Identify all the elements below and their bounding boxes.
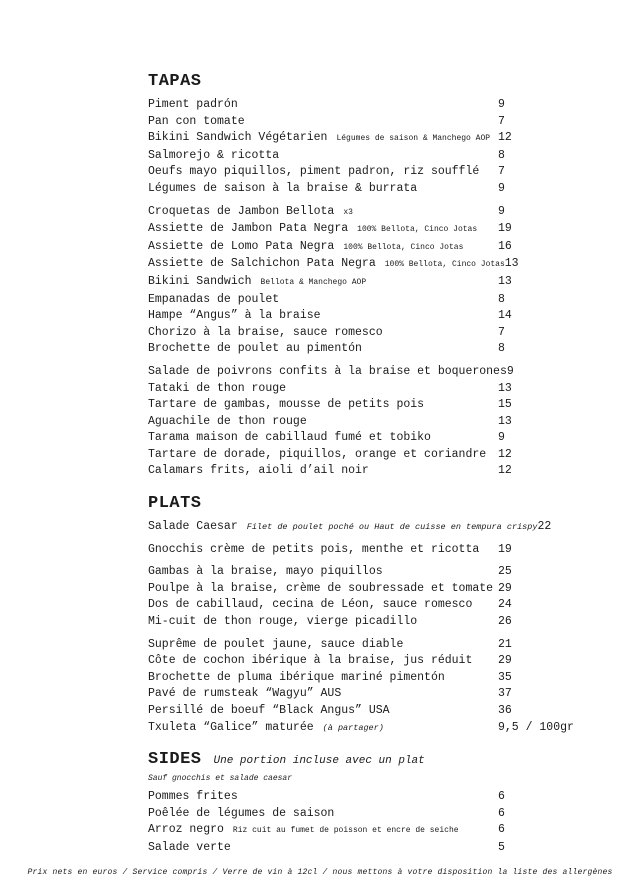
menu-item-row bbox=[148, 686, 568, 703]
item-price: 26 bbox=[498, 615, 512, 629]
item-name: Légumes de saison à la braise & burrata bbox=[148, 181, 418, 195]
item-left bbox=[148, 256, 505, 274]
item-name: Salade Caesar bbox=[148, 520, 238, 534]
section-sub-note: Sauf gnocchis et salade caesar bbox=[148, 774, 293, 784]
item-price: 29 bbox=[498, 581, 512, 595]
item-price: 24 bbox=[498, 598, 512, 612]
item-price: 9,5 / 100gr bbox=[498, 720, 574, 734]
menu-item-row bbox=[148, 463, 568, 480]
item-price: 25 bbox=[498, 565, 512, 579]
menu-item-row bbox=[148, 447, 568, 464]
section-title: SIDES bbox=[148, 750, 202, 770]
item-left bbox=[148, 221, 498, 239]
menu-item-row bbox=[148, 519, 568, 536]
item-price: 6 bbox=[498, 806, 505, 820]
menu-item-row bbox=[148, 840, 568, 857]
item-price: 19 bbox=[498, 542, 512, 556]
item-price: 9 bbox=[498, 181, 505, 195]
item-price: 29 bbox=[498, 654, 512, 668]
item-name: Tarama maison de cabillaud fumé et tobiko bbox=[148, 431, 431, 445]
item-left bbox=[148, 292, 498, 309]
item-name: Assiette de Lomo Pata Negra bbox=[148, 239, 335, 253]
item-left bbox=[148, 686, 498, 703]
menu-group bbox=[148, 637, 574, 737]
menu-group bbox=[148, 564, 568, 630]
item-price: 6 bbox=[498, 823, 505, 837]
item-price: 13 bbox=[498, 381, 512, 395]
section-header bbox=[148, 750, 568, 769]
item-name: Calamars frits, aioli d’ail noir bbox=[148, 464, 369, 478]
item-left bbox=[148, 806, 498, 823]
item-left bbox=[148, 653, 498, 670]
item-left bbox=[148, 97, 498, 114]
item-note: Légumes de saison & Manchego AOP bbox=[336, 134, 491, 144]
item-name: Txuleta “Galice” maturée bbox=[148, 720, 314, 734]
section-title-note: Une portion incluse avec un plat bbox=[213, 755, 425, 768]
item-left bbox=[148, 637, 498, 654]
item-price: 9 bbox=[498, 98, 505, 111]
item-left bbox=[148, 341, 498, 358]
menu-item-row bbox=[148, 148, 568, 165]
menu-item-row bbox=[148, 670, 568, 687]
item-price: 37 bbox=[498, 687, 512, 701]
item-note: x3 bbox=[343, 207, 353, 217]
item-left bbox=[148, 447, 498, 464]
item-price: 7 bbox=[498, 165, 505, 179]
menu-group bbox=[148, 97, 568, 198]
item-name: Bikini Sandwich Végétarien bbox=[148, 131, 328, 145]
item-name: Bikini Sandwich bbox=[148, 274, 252, 288]
menu-item-row bbox=[148, 397, 568, 414]
menu-item-row bbox=[148, 430, 568, 447]
menu-item-row bbox=[148, 542, 568, 559]
item-price: 8 bbox=[498, 342, 505, 356]
item-name: Croquetas de Jambon Bellota bbox=[148, 204, 335, 218]
item-left bbox=[148, 381, 498, 398]
item-price: 14 bbox=[498, 309, 512, 323]
item-name: Pommes frites bbox=[148, 790, 238, 804]
menu-item-row bbox=[148, 414, 568, 431]
section-title: PLATS bbox=[148, 494, 202, 514]
menu-item-row bbox=[148, 114, 568, 131]
item-name: Mi-cuit de thon rouge, vierge picadillo bbox=[148, 615, 418, 629]
item-left bbox=[148, 114, 498, 131]
item-price: 15 bbox=[498, 398, 512, 412]
item-note: Riz cuit au fumet de poisson et encre de seiche bbox=[232, 826, 459, 836]
section-title: TAPAS bbox=[148, 72, 202, 91]
item-left bbox=[148, 703, 498, 720]
item-left bbox=[148, 274, 498, 292]
item-left bbox=[148, 397, 498, 414]
menu-item-row bbox=[148, 806, 568, 823]
item-name: Gambas à la braise, mayo piquillos bbox=[148, 565, 383, 579]
item-name: Gnocchis crème de petits pois, menthe et ricotta bbox=[148, 542, 480, 556]
item-name: Poulpe à la braise, crème de soubressade et tomate bbox=[148, 581, 494, 595]
item-name: Suprême de poulet jaune, sauce diable bbox=[148, 637, 404, 651]
item-name: Poêlée de légumes de saison bbox=[148, 806, 335, 820]
menu-item-row bbox=[148, 789, 568, 806]
item-price: 16 bbox=[498, 239, 512, 253]
menu-item-row bbox=[148, 221, 568, 239]
menu-group bbox=[148, 542, 568, 559]
item-price: 12 bbox=[498, 131, 512, 145]
menu-section bbox=[148, 494, 574, 736]
menu bbox=[148, 72, 574, 863]
menu-item-row bbox=[148, 564, 568, 581]
menu-item-row bbox=[148, 204, 568, 222]
item-name: Salade de poivrons confits à la braise et boquerones bbox=[148, 364, 507, 378]
menu-item-row bbox=[148, 308, 568, 325]
menu-section bbox=[148, 750, 568, 856]
item-price: 9 bbox=[498, 431, 505, 445]
item-name: Salade verte bbox=[148, 840, 231, 854]
menu-item-row bbox=[148, 381, 568, 398]
menu-item-row bbox=[148, 822, 568, 840]
item-left bbox=[148, 597, 498, 614]
item-price: 35 bbox=[498, 670, 512, 684]
item-left bbox=[148, 204, 498, 222]
item-note: Filet de poulet poché ou Haut de cuisse en tempura crispy bbox=[246, 522, 538, 533]
item-left bbox=[148, 239, 498, 257]
section-header bbox=[148, 72, 568, 91]
item-name: Dos de cabillaud, cecina de Léon, sauce romesco bbox=[148, 598, 473, 612]
item-price: 6 bbox=[498, 790, 505, 804]
menu-item-row bbox=[148, 97, 568, 114]
item-price: 9 bbox=[506, 364, 514, 378]
item-price: 21 bbox=[498, 637, 512, 651]
menu-item-row bbox=[148, 164, 568, 181]
item-name: Tartare de gambas, mousse de petits pois bbox=[148, 398, 425, 412]
item-price: 7 bbox=[498, 325, 505, 339]
menu-group bbox=[148, 364, 568, 480]
item-price: 12 bbox=[498, 464, 512, 478]
item-price: 8 bbox=[498, 292, 505, 306]
item-name: Salmorejo & ricotta bbox=[148, 148, 280, 162]
menu-item-row bbox=[148, 341, 568, 358]
item-left bbox=[148, 463, 498, 480]
item-name: Hampe “Angus” à la braise bbox=[148, 309, 321, 323]
item-left bbox=[148, 564, 498, 581]
item-price: 13 bbox=[504, 257, 519, 271]
item-name: Persillé de boeuf “Black Angus” USA bbox=[148, 704, 390, 717]
item-price: 9 bbox=[498, 204, 505, 218]
item-left bbox=[148, 181, 498, 198]
item-left bbox=[148, 542, 498, 559]
item-name: Brochette de pluma ibérique mariné pimentón bbox=[148, 670, 445, 684]
item-name: Pavé de rumsteak “Wagyu” AUS bbox=[148, 687, 342, 701]
menu-item-row bbox=[148, 325, 568, 342]
item-left bbox=[148, 308, 498, 325]
item-price: 19 bbox=[498, 222, 512, 236]
item-left bbox=[148, 519, 537, 536]
item-note: 100% Bellota, Cinco Jotas bbox=[357, 225, 478, 235]
item-name: Tartare de dorade, piquillos, orange et coriandre bbox=[148, 447, 487, 461]
item-left bbox=[148, 614, 498, 631]
item-name: Assiette de Jambon Pata Negra bbox=[148, 222, 349, 236]
menu-item-row bbox=[148, 181, 568, 198]
item-price: 12 bbox=[498, 447, 512, 461]
item-note: Bellota & Manchego AOP bbox=[260, 277, 367, 287]
item-left bbox=[148, 430, 498, 447]
menu-item-row bbox=[148, 597, 568, 614]
item-price: 8 bbox=[498, 148, 505, 162]
menu-section bbox=[148, 72, 568, 480]
item-note: 100% Bellota, Cinco Jotas bbox=[343, 242, 464, 252]
item-price: 36 bbox=[498, 704, 512, 717]
item-left bbox=[148, 789, 498, 806]
item-price: 13 bbox=[498, 274, 512, 288]
item-name: Pan con tomate bbox=[148, 114, 245, 128]
item-price: 7 bbox=[498, 114, 505, 128]
item-name: Côte de cochon ibérique à la braise, jus réduit bbox=[148, 654, 473, 668]
item-name: Empanadas de poulet bbox=[148, 292, 280, 306]
menu-item-row bbox=[148, 130, 568, 148]
item-left bbox=[148, 164, 498, 181]
menu-group bbox=[148, 204, 568, 358]
item-left bbox=[148, 670, 498, 687]
item-left bbox=[148, 148, 498, 165]
item-left bbox=[148, 130, 498, 148]
item-note: (à partager) bbox=[322, 722, 384, 733]
menu-item-row bbox=[148, 581, 568, 598]
menu-group bbox=[148, 789, 568, 856]
menu-item-row bbox=[148, 292, 568, 309]
menu-item-row bbox=[148, 274, 568, 292]
item-name: Chorizo à la braise, sauce romesco bbox=[148, 325, 383, 339]
item-left bbox=[148, 822, 498, 840]
section-header bbox=[148, 494, 568, 513]
menu-group bbox=[148, 519, 568, 536]
item-name: Aguachile de thon rouge bbox=[148, 414, 307, 428]
item-name: Piment padrón bbox=[148, 98, 238, 111]
item-price: 13 bbox=[498, 414, 512, 428]
menu-item-row bbox=[148, 239, 568, 257]
item-name: Brochette de poulet au pimentón bbox=[148, 342, 362, 356]
menu-item-row bbox=[148, 614, 568, 631]
item-price: 22 bbox=[537, 520, 552, 534]
menu-item-row bbox=[148, 364, 568, 381]
item-left bbox=[148, 325, 498, 342]
item-name: Assiette de Salchichon Pata Negra bbox=[148, 257, 376, 271]
menu-item-row bbox=[148, 653, 568, 670]
item-left bbox=[148, 414, 498, 431]
item-left bbox=[148, 720, 498, 737]
item-note: 100% Bellota, Cinco Jotas bbox=[384, 260, 505, 270]
menu-item-row bbox=[148, 703, 568, 720]
item-left bbox=[148, 364, 507, 381]
item-left bbox=[148, 581, 498, 598]
footer-note: Prix nets en euros / Service compris / Verre de vin à 12cl / nous mettons à votre disposition la liste des allergènes bbox=[27, 868, 613, 877]
item-name: Oeufs mayo piquillos, piment padron, riz soufflé bbox=[148, 165, 480, 179]
item-left bbox=[148, 840, 498, 857]
item-name: Arroz negro bbox=[148, 823, 224, 837]
item-price: 5 bbox=[498, 840, 505, 854]
item-name: Tataki de thon rouge bbox=[148, 381, 287, 395]
menu-item-row bbox=[148, 637, 568, 654]
menu-item-row bbox=[148, 256, 568, 274]
menu-item-row bbox=[148, 720, 574, 737]
